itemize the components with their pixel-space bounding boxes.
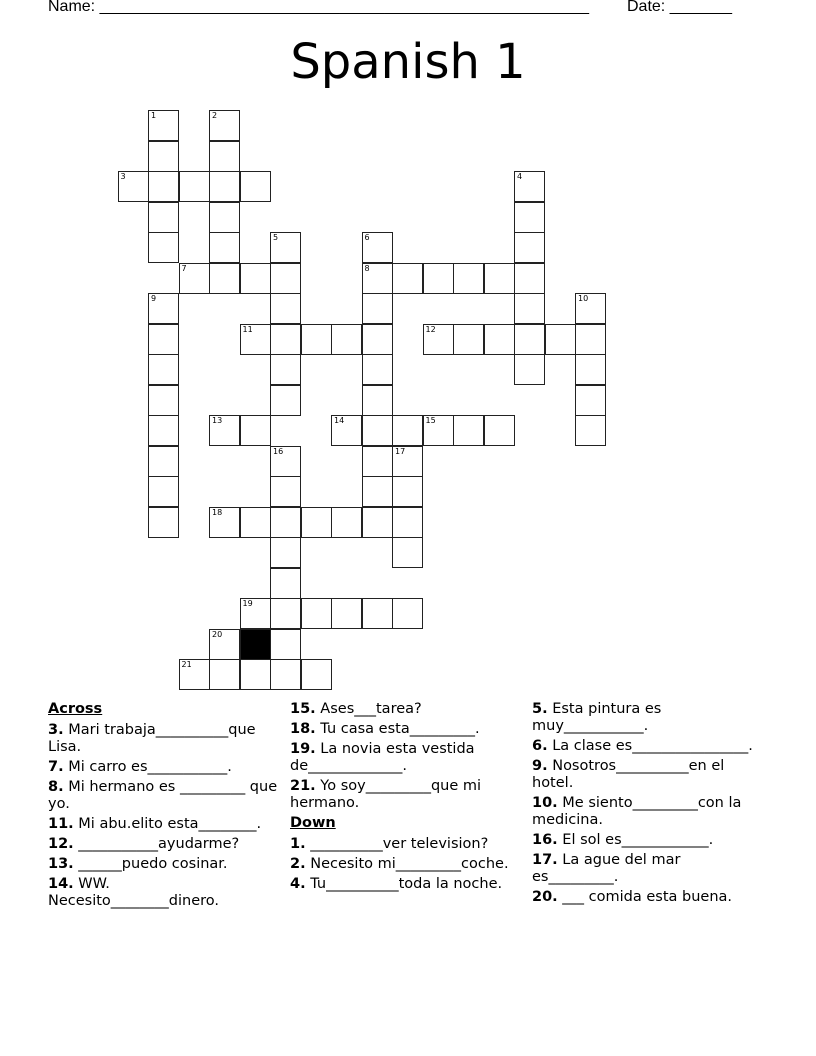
clue (532, 701, 762, 735)
clue-number: 12 (425, 324, 436, 334)
across-heading: Across (48, 701, 103, 717)
clue-number: 7. (48, 759, 64, 775)
grid-cell[interactable] (392, 507, 423, 538)
grid-cell[interactable] (148, 415, 179, 446)
clue-number: 16 (273, 446, 284, 456)
clue-number: 3 (120, 172, 126, 181)
grid-cell[interactable] (148, 354, 179, 385)
grid-cell[interactable] (331, 507, 362, 538)
grid-cell[interactable] (575, 324, 606, 355)
grid-cell[interactable] (270, 263, 301, 294)
grid-cell[interactable] (453, 415, 484, 446)
clue-number: 17. (532, 852, 558, 868)
clue (290, 721, 520, 738)
grid-cell[interactable] (209, 171, 240, 202)
grid-cell[interactable] (270, 568, 301, 599)
grid-cell[interactable] (270, 324, 301, 355)
grid-cell[interactable] (362, 598, 393, 629)
clue-text: Tu casa esta_________. (315, 721, 480, 737)
grid-cell[interactable] (270, 507, 301, 538)
clue-text: El sol es____________. (557, 832, 714, 848)
grid-cell[interactable] (209, 141, 240, 172)
clue-number: 8. (48, 779, 64, 795)
grid-cell[interactable] (270, 476, 301, 507)
clue-text: Mi hermano es _________ que yo. (48, 779, 278, 812)
grid-cell[interactable] (484, 415, 515, 446)
grid-cell[interactable] (270, 232, 301, 263)
down-clue-list-continued (532, 701, 762, 906)
grid-cell[interactable] (209, 629, 240, 660)
grid-cell[interactable] (148, 141, 179, 172)
clue-text: Tu__________toda la noche. (305, 876, 503, 892)
clue (48, 876, 278, 910)
grid-cell[interactable] (148, 202, 179, 233)
clue-number: 1 (151, 111, 157, 120)
grid-cell[interactable] (301, 598, 332, 629)
clue-text: Me siento_________con la medicina. (532, 795, 742, 828)
clue-number: 2 (212, 111, 218, 120)
grid-cell[interactable] (362, 293, 393, 324)
grid-cell[interactable] (301, 324, 332, 355)
grid-cell[interactable] (392, 476, 423, 507)
clue-text: ___________ayudarme? (73, 836, 240, 852)
grid-cell[interactable] (545, 324, 576, 355)
clue-number: 8 (364, 263, 370, 273)
clue-number: 13. (48, 856, 74, 872)
grid-cell[interactable] (362, 415, 393, 446)
clue-text: Mi abu.elito esta________. (73, 816, 262, 832)
clue-text: Mari trabaja__________que Lisa. (48, 722, 256, 755)
clue-number: 19. (290, 741, 316, 757)
grid-cell[interactable] (148, 110, 179, 141)
clue-number: 18. (290, 721, 316, 737)
clue-text: Yo soy_________que mi hermano. (290, 778, 482, 811)
clue (48, 722, 278, 756)
clue (532, 758, 762, 792)
clue-number: 15. (290, 701, 316, 717)
grid-cell[interactable] (362, 476, 393, 507)
grid-cell[interactable] (484, 324, 515, 355)
clue-number: 4. (290, 876, 306, 892)
clue-number: 3. (48, 722, 64, 738)
clue (290, 741, 520, 775)
date-field[interactable]: Date: _______ (627, 0, 732, 15)
clue-number: 5 (273, 233, 279, 242)
clues-column-1 (48, 701, 278, 913)
clue-number: 14. (48, 876, 74, 892)
grid-cell[interactable] (209, 415, 240, 446)
grid-cell[interactable] (575, 293, 606, 324)
grid-cell[interactable] (514, 171, 545, 202)
clue-number: 18 (212, 507, 223, 517)
grid-cell[interactable] (331, 598, 362, 629)
grid-cell[interactable] (179, 171, 210, 202)
grid-cell[interactable] (270, 537, 301, 568)
grid-cell[interactable] (514, 232, 545, 263)
grid-cell[interactable] (331, 324, 362, 355)
clue-text: Ases___tarea? (315, 701, 422, 717)
grid-cell[interactable] (148, 293, 179, 324)
clue-text: ______puedo cosinar. (73, 856, 228, 872)
clue-number: 14 (334, 416, 345, 425)
clue-number: 20. (532, 889, 558, 905)
grid-cell[interactable] (423, 324, 454, 355)
clue-number: 11 (242, 324, 253, 334)
clue-number: 11. (48, 816, 74, 832)
clue-text: Nosotros__________en el hotel. (532, 758, 725, 791)
grid-cell[interactable] (575, 385, 606, 416)
black-cell (240, 629, 271, 660)
clue (48, 779, 278, 813)
grid-cell[interactable] (148, 171, 179, 202)
clue-text: Necesito mi_________coche. (305, 856, 509, 872)
clue (48, 759, 278, 776)
grid-cell[interactable] (514, 324, 545, 355)
grid-cell[interactable] (392, 415, 423, 446)
grid-cell[interactable] (362, 354, 393, 385)
grid-cell[interactable] (118, 171, 149, 202)
clue (290, 778, 520, 812)
clue (532, 832, 762, 849)
clues-column-3 (532, 701, 762, 909)
grid-cell[interactable] (270, 659, 301, 690)
grid-cell[interactable] (392, 598, 423, 629)
grid-cell[interactable] (453, 263, 484, 294)
clue (290, 876, 520, 893)
grid-cell[interactable] (240, 171, 271, 202)
across-clue-list (48, 722, 278, 910)
clue-text: WW. Necesito________dinero. (48, 876, 220, 909)
clue (48, 816, 278, 833)
grid-cell[interactable] (209, 507, 240, 538)
clue-number: 7 (181, 263, 187, 273)
grid-cell[interactable] (209, 659, 240, 690)
clue-text: __________ver television? (305, 836, 489, 852)
grid-cell[interactable] (179, 263, 210, 294)
grid-cell[interactable] (240, 324, 271, 355)
grid-cell[interactable] (270, 293, 301, 324)
grid-cell[interactable] (392, 537, 423, 568)
clue (532, 795, 762, 829)
clue (48, 836, 278, 853)
clue-number: 16. (532, 832, 558, 848)
grid-cell[interactable] (362, 232, 393, 263)
clue-number: 9 (151, 294, 157, 303)
clue-text: Esta pintura es muy___________. (532, 701, 662, 734)
grid-cell[interactable] (179, 659, 210, 690)
grid-cell[interactable] (240, 263, 271, 294)
clue-number: 2. (290, 856, 306, 872)
grid-cell[interactable] (270, 385, 301, 416)
grid-cell[interactable] (575, 415, 606, 446)
clue-number: 21 (181, 660, 192, 669)
grid-cell[interactable] (270, 446, 301, 477)
grid-cell[interactable] (331, 415, 362, 446)
clue (532, 738, 762, 755)
down-clue-list (290, 836, 520, 893)
grid-cell[interactable] (362, 324, 393, 355)
clue (290, 701, 520, 718)
grid-cell[interactable] (362, 385, 393, 416)
clue-number: 19 (242, 599, 253, 608)
grid-cell[interactable] (392, 263, 423, 294)
grid-cell[interactable] (423, 415, 454, 446)
clue (290, 856, 520, 873)
grid-cell[interactable] (270, 598, 301, 629)
clue-number: 4 (517, 172, 523, 181)
grid-cell[interactable] (484, 263, 515, 294)
clue (532, 852, 762, 886)
grid-cell[interactable] (362, 263, 393, 294)
grid-cell[interactable] (209, 263, 240, 294)
grid-cell[interactable] (209, 202, 240, 233)
clue-text: Mi carro es___________. (63, 759, 232, 775)
across-clue-list-continued (290, 701, 520, 812)
grid-cell[interactable] (362, 507, 393, 538)
down-heading: Down (290, 815, 336, 831)
clue-number: 10. (532, 795, 558, 811)
grid-cell[interactable] (148, 446, 179, 477)
grid-cell[interactable] (301, 507, 332, 538)
clue-number: 1. (290, 836, 306, 852)
grid-cell[interactable] (514, 293, 545, 324)
clue-number: 5. (532, 701, 548, 717)
clue-number: 12. (48, 836, 74, 852)
clue-number: 9. (532, 758, 548, 774)
grid-cell[interactable] (575, 354, 606, 385)
clue-number: 20 (212, 629, 223, 639)
page-title: Spanish 1 (290, 34, 526, 90)
clue-number: 17 (395, 446, 406, 456)
grid-cell[interactable] (209, 232, 240, 263)
clue (532, 889, 762, 906)
grid-cell[interactable] (209, 110, 240, 141)
clue (48, 856, 278, 873)
grid-cell[interactable] (362, 446, 393, 477)
clue-number: 6 (364, 233, 370, 242)
grid-cell[interactable] (240, 415, 271, 446)
grid-cell[interactable] (392, 446, 423, 477)
clue-text: ___ comida esta buena. (557, 889, 733, 905)
clue-number: 13 (212, 416, 223, 425)
grid-cell[interactable] (270, 629, 301, 660)
grid-cell[interactable] (270, 354, 301, 385)
clue-number: 15 (425, 416, 436, 425)
grid-cell[interactable] (514, 202, 545, 233)
grid-cell[interactable] (148, 385, 179, 416)
clue-text: La clase es________________. (547, 738, 753, 754)
clues-column-2 (290, 701, 520, 896)
grid-cell[interactable] (240, 659, 271, 690)
grid-cell[interactable] (423, 263, 454, 294)
clue-number: 10 (578, 294, 589, 303)
grid-cell[interactable] (240, 598, 271, 629)
grid-cell[interactable] (453, 324, 484, 355)
clue (290, 836, 520, 853)
clue-number: 21. (290, 778, 316, 794)
clue-number: 6. (532, 738, 548, 754)
grid-cell[interactable] (148, 232, 179, 263)
clue-text: La ague del mar es_________. (532, 852, 681, 885)
grid-cell[interactable] (514, 354, 545, 385)
grid-cell[interactable] (148, 324, 179, 355)
grid-cell[interactable] (514, 263, 545, 294)
grid-cell[interactable] (301, 659, 332, 690)
grid-cell[interactable] (240, 507, 271, 538)
grid-cell[interactable] (148, 476, 179, 507)
name-field[interactable]: Name: _______________________________________________________ (48, 0, 589, 15)
grid-cell[interactable] (148, 507, 179, 538)
clue-text: La novia esta vestida de_____________. (290, 741, 475, 774)
